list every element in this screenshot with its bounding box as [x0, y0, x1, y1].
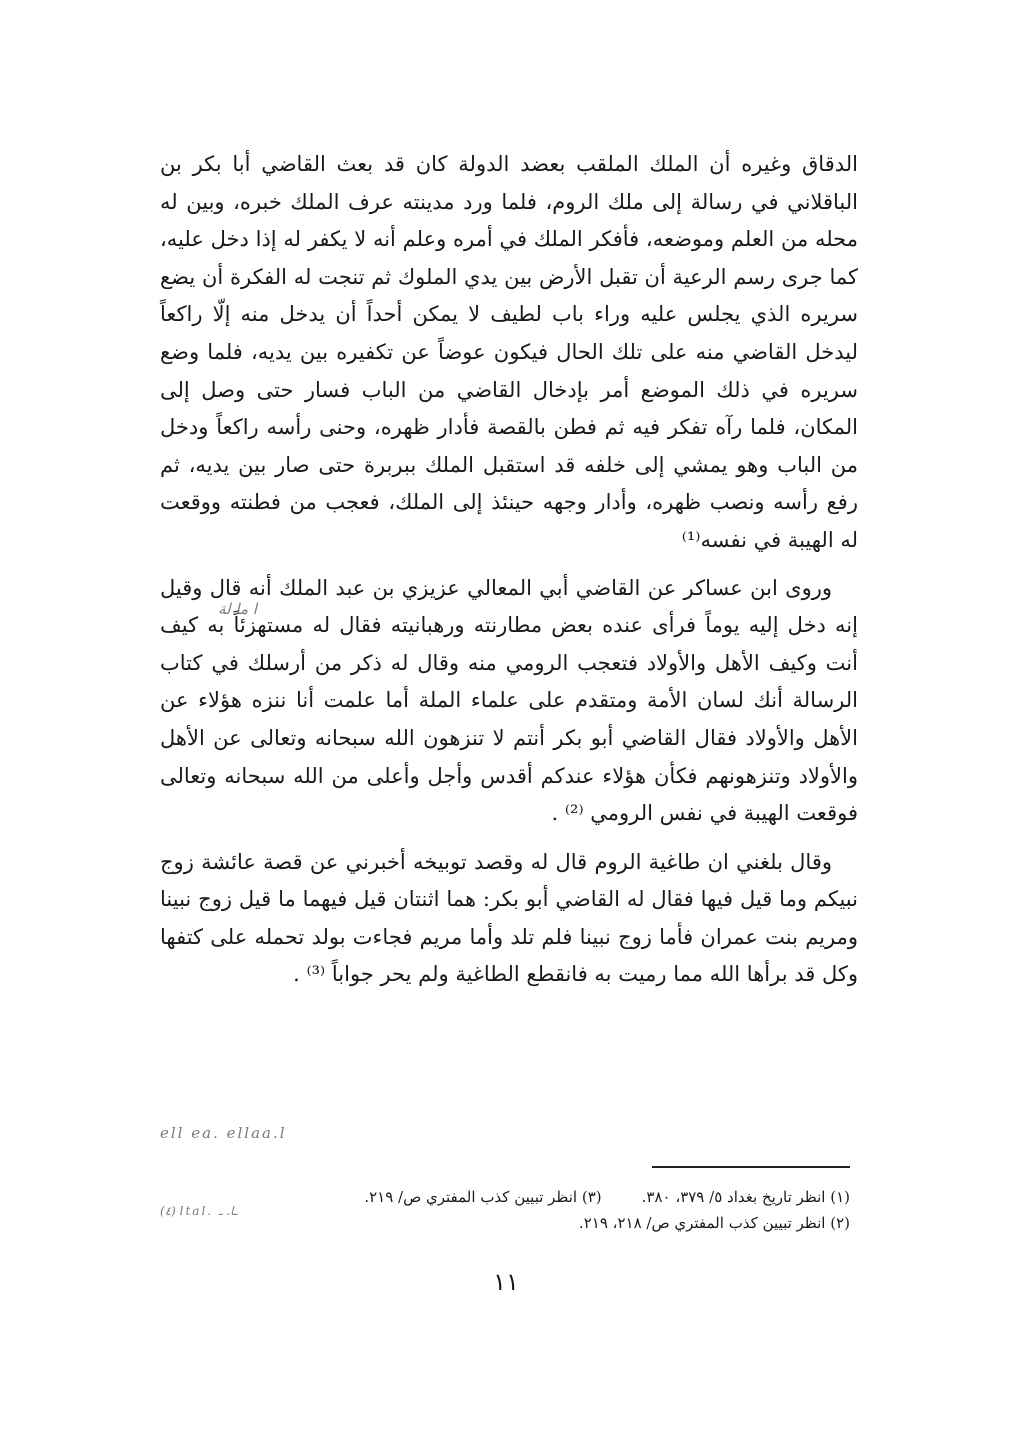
text-line: الباب فسار حتى وصل إلى المكان، فلما رآه تفكر فيه ثم فطن بالقصة فأدار [160, 377, 858, 440]
text-line: ظهره، وحنى رأسه راكعاً ودخل من الباب وهو يمشي إلى خلفه قد استقبل [160, 415, 858, 477]
text-line: الباقلاني في رسالة إلى ملك الروم، فلما ورد مدينته عرف الملك خبره، وبين [186, 189, 858, 214]
handwritten-note: ell ea. ellaa.l [160, 1124, 287, 1142]
text-line: تكفيره بين يديه، فلما وضع سريره في ذلك الموضع أمر بإدخال القاضي من [160, 339, 858, 402]
page-number: ١١ [493, 1268, 519, 1296]
text-line: دخل عليه، كما جرى رسم الرعية أن تقبل الأرض بين يدي الملوك ثم تنجت [160, 227, 858, 289]
paragraph-2 [160, 570, 858, 833]
text-line: من الله سبحانه وتعالى فوقعت الهيبة في نفس الرومي ⁽²⁾ . [160, 763, 858, 826]
text-line: جواباً ⁽³⁾ . [293, 962, 374, 987]
paragraph-1 [160, 146, 858, 560]
paragraph-3 [160, 844, 858, 994]
text-line: حينئذ إلى الملك، فعجب من فطنته ووقعت له الهيبة في نفسه⁽¹⁾ [160, 490, 858, 552]
footnote-1: (١) انظر تاريخ بغداد ٥/ ٣٧٩، ٣٨٠. [641, 1188, 850, 1206]
text-line: زوج نبينا ومريم بنت عمران فأما زوج نبينا فلم تلد وأما مريم فجاءت بولد [160, 887, 858, 949]
text-line: في كتاب الرسالة أنك لسان الأمة ومتقدم على علماء الملة أما علمت أنا ننزه [160, 650, 858, 713]
footnote-2: (٢) انظر تبيين كذب المفتري ص/ ٢١٨، ٢١٩. [578, 1214, 850, 1232]
footnote-separator [652, 1166, 850, 1168]
text-line: له الفكرة أن يضع سريره الذي يجلس عليه وراء باب لطيف لا يمكن أحداً أن [160, 264, 859, 327]
handwritten-note: (٤) ltal. ـا. ـ [160, 1204, 238, 1218]
footnote-3: (٣) انظر تبيين كذب المفتري ص/ ٢١٩. [364, 1188, 602, 1206]
text-line: هؤلاء عن الأهل والأولاد فقال القاضي أبو بكر أنتم لا تنزهون الله سبحانه [160, 688, 858, 750]
text-line: الدقاق وغيره أن الملك الملقب بعضد الدولة كان قد بعث القاضي أبا بكر بن [160, 152, 858, 176]
text-line: قال وقيل إنه دخل إليه يوماً فرأى عنده بعض مطارنته ورهبانيته فقال له مستهزئاً [160, 575, 858, 638]
footnote-row [364, 1184, 850, 1210]
text-line: به كيف أنت وكيف الأهل والأولاد فتعجب الرومي منه وقال له ذكر من أرسلك [160, 613, 858, 675]
text-line: الملك ببربرة حتى صار بين يديه، ثم رفع رأسه ونصب ظهره، وأدار وجهه [160, 452, 858, 515]
text-line: زوج نبيكم وما قيل فيها فقال له القاضي أبو بكر: هما اثنتان قيل فيهما ما قيل [160, 849, 858, 912]
text-line: وروى ابن عساكر عن القاضي أبي المعالي عزيزي بن عبد الملك أنه [248, 575, 832, 600]
text-line: وتعالى عن الأهل والأولاد وتنزهونهم فكأن هؤلاء عندكم أقدس وأجل وأعلى [160, 725, 858, 788]
footnotes [364, 1184, 850, 1236]
text-line: يدخل منه إلّا راكعاً ليدخل القاضي منه على تلك الحال فيكون عوضاً عن [160, 302, 858, 364]
text-line: تحمله على كتفها وكل قد برأها الله مما رميت به فانقطع الطاغية ولم يحر [160, 924, 858, 987]
text-line: وقال بلغني ان طاغية الروم قال له وقصد توبيخه أخبرني عن قصة عائشة [201, 849, 832, 874]
handwritten-note: ا ما لة [218, 600, 257, 618]
footnote-row [460, 1210, 850, 1236]
body-text [160, 146, 858, 994]
text-line: له محله من العلم وموضعه، فأفكر الملك في أمره وعلم أنه لا يكفر له إذا [160, 189, 858, 252]
